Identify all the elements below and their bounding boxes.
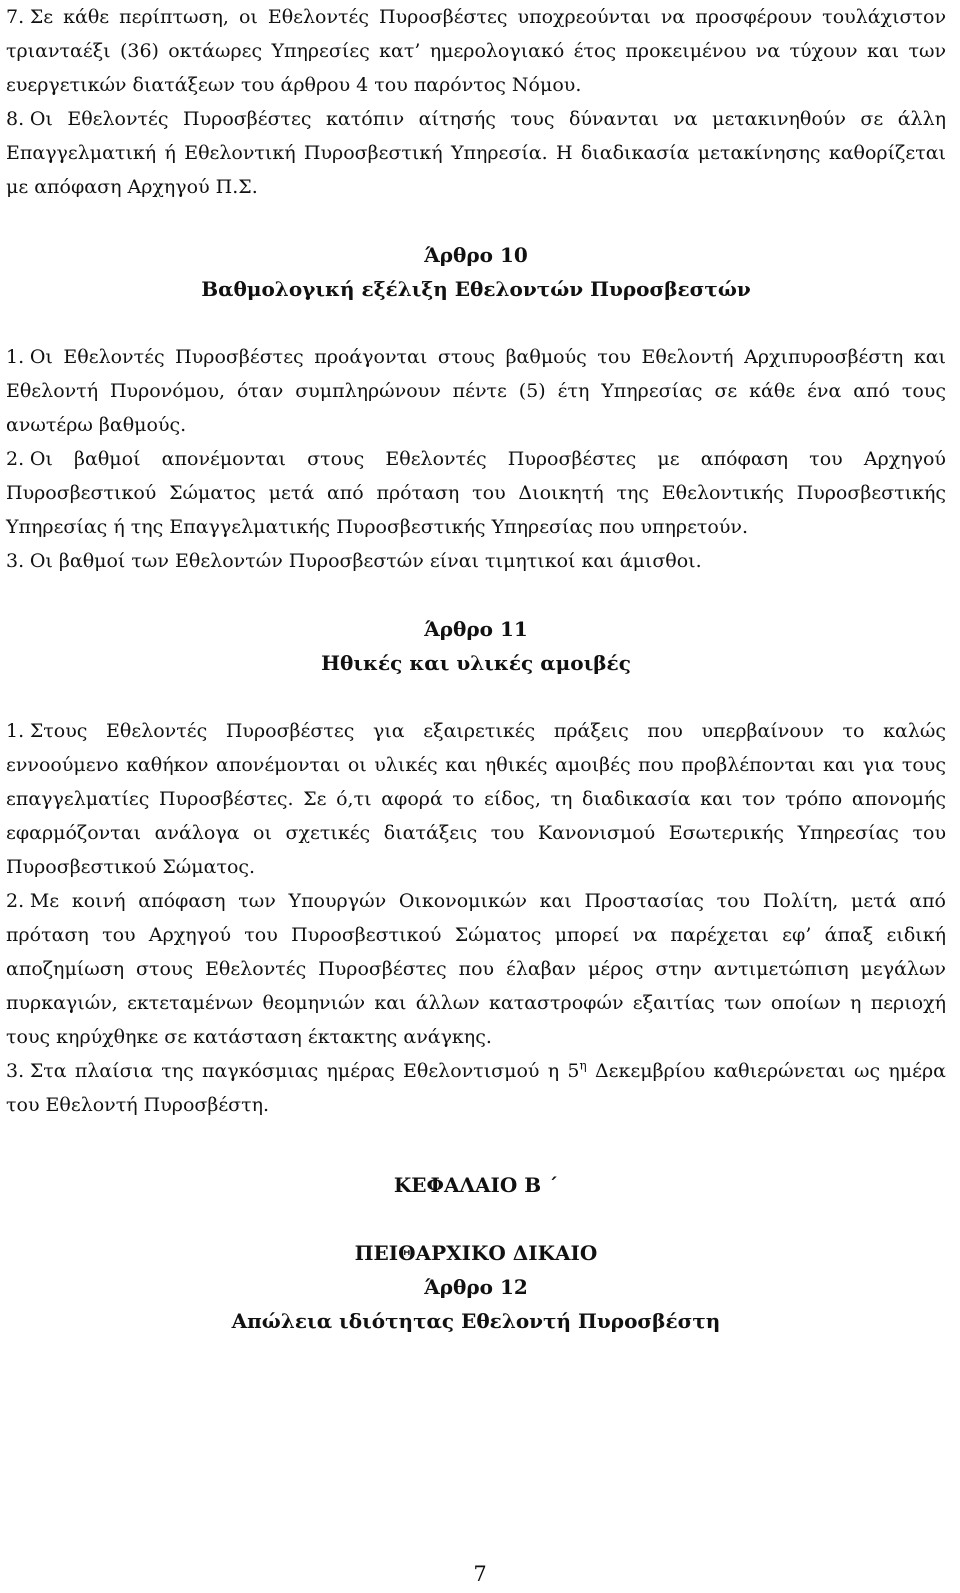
paragraph-text-before: Στα πλαίσια της παγκόσμιας ημέρας Εθελοντισμού η 5 <box>29 1060 580 1082</box>
chapter-title: ΠΕΙΘΑΡΧΙΚΟ ΔΙΚΑΙΟ <box>354 1241 598 1265</box>
article-10-title: Βαθμολογική εξέλιξη Εθελοντών Πυροσβεστών <box>201 277 751 301</box>
paragraph-text: Οι βαθμοί των Εθελοντών Πυροσβεστών είναι τιμητικοί και άμισθοι. <box>29 550 702 572</box>
chapter-label: ΚΕΦΑΛΑΙΟ Β ΄ <box>393 1173 559 1197</box>
paragraph-text: Σε κάθε περίπτωση, οι Εθελοντές Πυροσβέστες υποχρεούνται να προσφέρουν τουλάχιστον τριανταέξι (36) οκτάωρες Υπηρεσίες κατ’ ημερολογιακό έτος προκειμένου να τύχουν και των ευεργετικών διατάξεων του άρθρου 4 του παρόντος Νόμου. <box>6 6 946 96</box>
ordinal-superscript: η <box>579 1058 587 1073</box>
article-11-paragraph-3 <box>6 1054 946 1122</box>
paragraph-number: 7. <box>6 6 25 28</box>
article-10-paragraph-1 <box>6 340 946 442</box>
article-10-paragraph-3 <box>6 544 946 578</box>
document-page <box>6 0 946 1338</box>
article-10-heading: Άρθρο 10 <box>424 243 528 267</box>
paragraph-text: Με κοινή απόφαση των Υπουργών Οικονομικών και Προστασίας του Πολίτη, μετά από πρόταση του Αρχηγού του Πυροσβεστικού Σώματος μπορεί να παρέχεται εφ’ άπαξ ειδική αποζημίωση στους Εθελοντές Πυροσβέστες που έλαβαν μέρος στην αντιμετώπιση μεγάλων πυρκαγιών, εκτεταμένων θεομηνιών και άλλων καταστροφών εξαιτίας των οποίων η περιοχή τους κηρύχθηκε σε κατάσταση έκτακτης ανάγκης. <box>6 890 946 1048</box>
paragraph-7 <box>6 0 946 102</box>
paragraph-text: Οι Εθελοντές Πυροσβέστες κατόπιν αίτησής τους δύνανται να μετακινηθούν σε άλλη Επαγγελματική ή Εθελοντική Πυροσβεστική Υπηρεσία. Η διαδικασία μετακίνησης καθορίζεται με απόφαση Αρχηγού Π.Σ. <box>6 108 946 198</box>
article-11-heading: Άρθρο 11 <box>424 617 528 641</box>
article-11-paragraph-1 <box>6 714 946 884</box>
article-12-heading: Άρθρο 12 <box>424 1275 528 1299</box>
paragraph-text: Στους Εθελοντές Πυροσβέστες για εξαιρετικές πράξεις που υπερβαίνουν το καλώς εννοούμενο καθήκον απονέμονται οι υλικές και ηθικές αμοιβές που προβλέπονται και για τους επαγγελματίες Πυροσβέστες. Σε ό,τι αφορά το είδος, τη διαδικασία και τον τρόπο απονομής εφαρμόζονται ανάλογα οι σχετικές διατάξεις του Κανονισμού Εσωτερικής Υπηρεσίας του Πυροσβεστικού Σώματος. <box>6 720 946 878</box>
paragraph-text: Οι βαθμοί απονέμονται στους Εθελοντές Πυροσβέστες με απόφαση του Αρχηγού Πυροσβεστικού Σώματος μετά από πρόταση του Διοικητή της Εθελοντικής Πυροσβεστικής Υπηρεσίας ή της Επαγγελματικής Πυροσβεστικής Υπηρεσίας που υπηρετούν. <box>6 448 946 538</box>
paragraph-8 <box>6 102 946 204</box>
paragraph-number: 2. <box>6 448 25 470</box>
article-11-paragraph-2 <box>6 884 946 1054</box>
page-number: 7 <box>473 1562 487 1586</box>
paragraph-number: 2. <box>6 890 25 912</box>
paragraph-number: 1. <box>6 346 25 368</box>
paragraph-number: 1. <box>6 720 25 742</box>
article-11-title: Ηθικές και υλικές αμοιβές <box>321 651 631 675</box>
paragraph-text: Οι Εθελοντές Πυροσβέστες προάγονται στους βαθμούς του Εθελοντή Αρχιπυροσβέστη και Εθελοντή Πυρονόμου, όταν συμπληρώνουν πέντε (5) έτη Υπηρεσίας σε κάθε ένα από τους ανωτέρω βαθμούς. <box>6 346 946 436</box>
article-10-paragraph-2 <box>6 442 946 544</box>
article-12-title: Απώλεια ιδιότητας Εθελοντή Πυροσβέστη <box>231 1309 721 1333</box>
paragraph-number: 8. <box>6 108 25 130</box>
paragraph-number: 3. <box>6 1060 25 1082</box>
paragraph-text-after: Δεκεμβρίου καθιερώνεται ως ημέρα του Εθελοντή Πυροσβέστη. <box>6 1060 946 1116</box>
paragraph-number: 3. <box>6 550 25 572</box>
